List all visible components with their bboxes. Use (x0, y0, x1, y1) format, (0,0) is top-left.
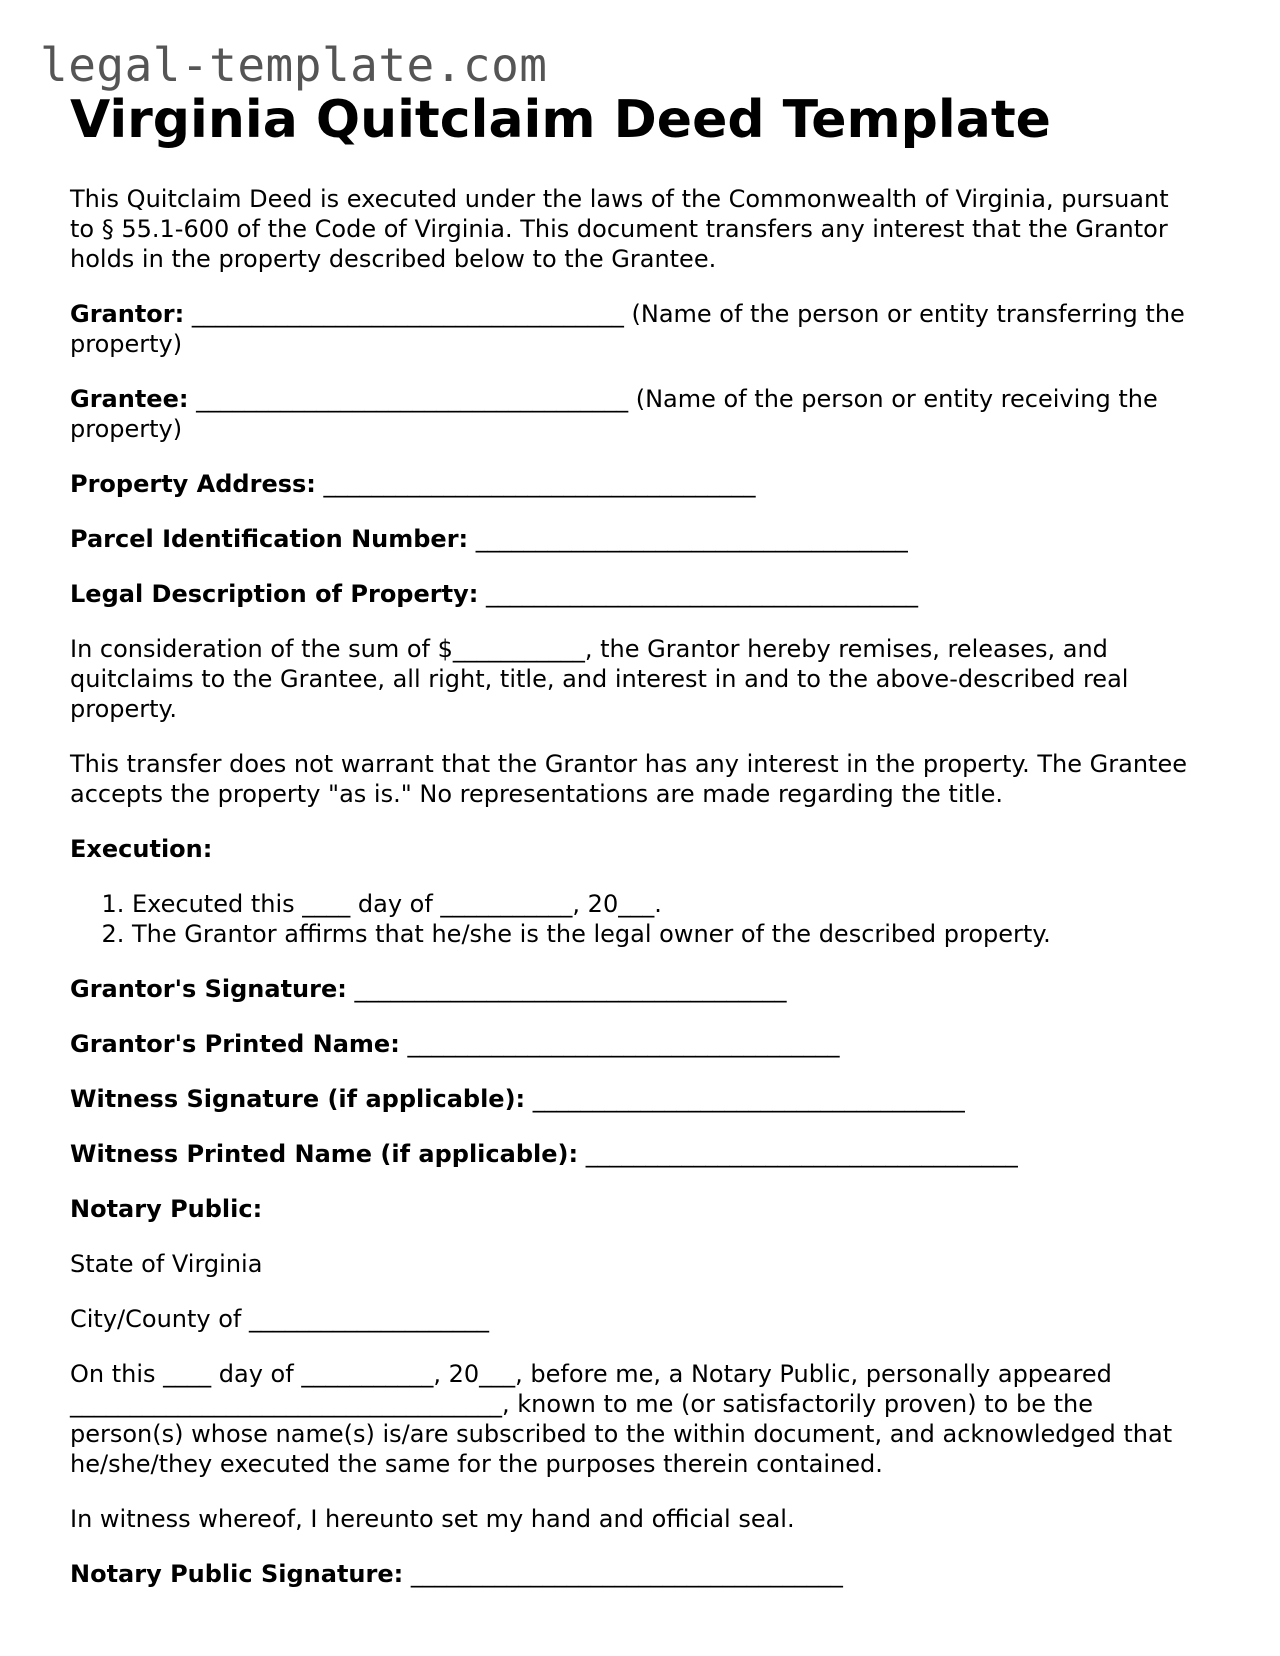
grantor-note: (Name of the person or entity transferring the property) (70, 300, 1185, 358)
notary-witness-whereof: In witness whereof, I hereunto set my hand and official seal. (70, 1505, 795, 1533)
grantor-field (70, 299, 1190, 359)
page-title: Virginia Quitclaim Deed Template (70, 90, 1051, 150)
notary-signature-blank[interactable]: ____________________________________ (410, 1560, 843, 1588)
execution-list (70, 889, 1190, 949)
notary-county: City/County of ____________________ (70, 1305, 489, 1333)
grantee-note: (Name of the person or entity receiving the property) (70, 385, 1158, 443)
witness-printed-name-blank[interactable]: ____________________________________ (585, 1140, 1018, 1168)
watermark: legal-template.com (40, 38, 548, 92)
intro-paragraph: This Quitclaim Deed is executed under the laws of the Commonwealth of Virginia, pursuant to § 55.1-600 of the Code of Virginia. This document transfers any interest that the Grantor holds in the property described below to the Grantee. (70, 185, 1169, 273)
execution-item: 2. The Grantor affirms that he/she is the legal owner of the described property. (132, 919, 1190, 949)
execution-heading: Execution: (70, 835, 213, 863)
grantor-label: Grantor: (70, 300, 185, 328)
witness-signature-label: Witness Signature (if applicable): (70, 1085, 526, 1113)
witness-printed-name-label: Witness Printed Name (if applicable): (70, 1140, 579, 1168)
legal-description-field (70, 579, 1190, 609)
witness-printed-name-field (70, 1139, 1190, 1169)
consideration-paragraph: In consideration of the sum of $___________, the Grantor hereby remises, releases, and quitclaims to the Grantee, all right, title, and interest in and to the above-described real property. (70, 635, 1129, 723)
notary-signature-label: Notary Public Signature: (70, 1560, 404, 1588)
property-address-blank[interactable]: ____________________________________ (323, 470, 756, 498)
legal-description-label: Legal Description of Property: (70, 580, 479, 608)
grantor-signature-label: Grantor's Signature: (70, 975, 347, 1003)
document (70, 88, 1190, 1614)
grantor-printed-name-label: Grantor's Printed Name: (70, 1030, 400, 1058)
witness-signature-field (70, 1084, 1190, 1114)
grantee-field (70, 384, 1190, 444)
notary-state: State of Virginia (70, 1250, 263, 1278)
parcel-id-label: Parcel Identification Number: (70, 525, 469, 553)
parcel-id-field (70, 524, 1190, 554)
grantor-signature-blank[interactable]: ____________________________________ (354, 975, 787, 1003)
witness-signature-blank[interactable]: ____________________________________ (532, 1085, 965, 1113)
legal-description-blank[interactable]: ____________________________________ (485, 580, 918, 608)
notary-acknowledgment: On this ____ day of ___________, 20___, before me, a Notary Public, personally appeared ____________________________________, known to me (or satisfactorily proven) to be the person(s) whose name(s) is/are subscribed to the within document, and acknowledged that he/she/they executed the same for the purposes therein contained. (70, 1360, 1173, 1478)
grantor-blank[interactable]: ____________________________________ (191, 300, 624, 328)
grantor-printed-name-blank[interactable]: ____________________________________ (407, 1030, 840, 1058)
property-address-label: Property Address: (70, 470, 316, 498)
property-address-field (70, 469, 1190, 499)
grantor-signature-field (70, 974, 1190, 1004)
grantee-blank[interactable]: ____________________________________ (196, 385, 629, 413)
grantor-printed-name-field (70, 1029, 1190, 1059)
notary-heading: Notary Public: (70, 1195, 263, 1223)
execution-item: 1. Executed this ____ day of ___________, 20___. (132, 889, 1190, 919)
notary-signature-field (70, 1559, 1190, 1589)
disclaimer-paragraph: This transfer does not warrant that the Grantor has any interest in the property. The Grantee accepts the property "as is." No representations are made regarding the title. (70, 750, 1187, 808)
parcel-id-blank[interactable]: ____________________________________ (475, 525, 908, 553)
grantee-label: Grantee: (70, 385, 189, 413)
